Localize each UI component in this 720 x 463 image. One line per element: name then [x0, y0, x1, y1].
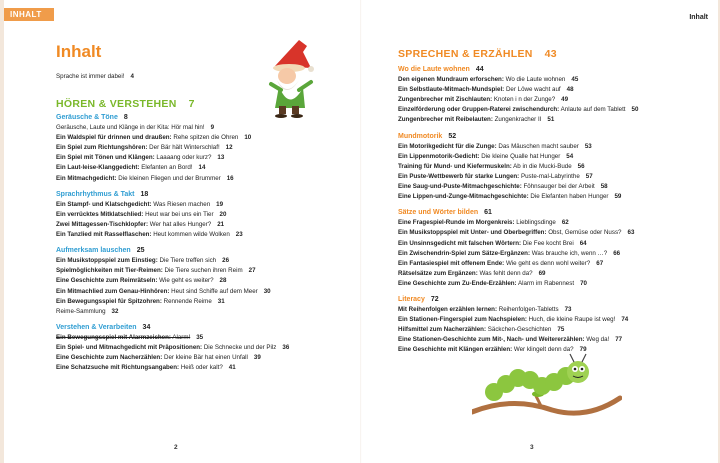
toc-entry[interactable]: Spielmöglichkeiten mit Tier-Reimen: Die Tiere suchen ihren Reim 27: [56, 267, 256, 275]
section-heading[interactable]: Geräusche & Töne 8: [56, 114, 128, 121]
toc-entry[interactable]: Ein Motorikgedicht für die Zunge: Das Mäuschen macht sauber 53: [398, 142, 592, 150]
chapter-heading[interactable]: HÖREN & VERSTEHEN 7: [56, 98, 195, 110]
caterpillar-illustration: [472, 352, 622, 424]
left-toc: [56, 113, 289, 373]
toc-entry[interactable]: Ein Stationen-Fingerspiel zum Nachspielen: Huch, die kleine Raupe ist weg! 74: [398, 316, 629, 324]
section-heading[interactable]: Mundmotorik 52: [398, 132, 457, 140]
toc-entry[interactable]: Eine Geschichte zum Nacherzählen: Der kleine Bär hat einen Unfall 39: [56, 354, 261, 362]
toc-entry[interactable]: Ein Puste-Wettbewerb für starke Lungen: Puste-mal-Labyrinthe 57: [398, 172, 593, 180]
toc-entry[interactable]: Eine Geschichte mit Klängen erzählen: Wer klingelt denn da? 79: [398, 346, 587, 354]
section-heading[interactable]: Verstehen & Verarbeiten 34: [56, 323, 151, 331]
toc-entry[interactable]: Ein Bewegungsspiel mit Alarmzeichen: Alarm! 35: [56, 333, 204, 341]
toc-entry[interactable]: Zungenbrecher mit Zischlauten: Knoten i n der Zunge? 49: [398, 96, 569, 104]
toc-entry[interactable]: Mit Reihenfolgen erzählen lernen: Reihenfolgen-Tabletts 73: [398, 306, 572, 314]
toc-entry[interactable]: Hilfsmittel zum Nacherzählen: Säckchen-Geschichten 75: [398, 326, 565, 334]
toc-entry[interactable]: Ein Mitmachlied zum Genau-Hinhören: Heut sind Schiffe auf dem Meer 30: [56, 287, 271, 295]
page-number: 3: [530, 444, 534, 451]
toc-entry[interactable]: Ein Mitmachgedicht: Die kleinen Fliegen und der Brummer 16: [56, 174, 234, 182]
toc-entry[interactable]: Ein Bewegungsspiel für Spitzohren: Rennende Reime 31: [56, 297, 225, 305]
chapter-heading[interactable]: SPRECHEN & ERZÄHLEN 43: [398, 48, 557, 60]
running-head: Inhalt: [689, 14, 708, 21]
toc-entry[interactable]: Eine Saug-und-Puste-Mitmachgeschichte: Föhnsauger bei der Arbeit 58: [398, 183, 608, 191]
toc-entry[interactable]: Reime-Sammlung 32: [56, 307, 119, 315]
section-heading[interactable]: Literacy 72: [398, 295, 439, 303]
toc-entry[interactable]: Ein Zwischendrin-Spiel zum Sätze-Ergänzen: Was brauche ich, wenn …? 66: [398, 249, 621, 257]
toc-entry[interactable]: Zwei Mittagessen-Tischklopfer: Wer hat alles Hunger? 21: [56, 220, 225, 228]
toc-entry[interactable]: Ein Musikstoppspiel mit Unter- und Oberbegriffen: Obst, Gemüse oder Nuss? 63: [398, 229, 635, 237]
toc-entry[interactable]: Geräusche, Laute und Klänge in der Kita: Hör mal hin! 9: [56, 124, 215, 132]
toc-entry[interactable]: Ein Unsinnsgedicht mit falschen Wörtern: Die Fee kocht Brei 64: [398, 239, 587, 247]
section-heading[interactable]: Aufmerksam lauschen 25: [56, 247, 145, 255]
toc-entry[interactable]: Ein Spiel mit Tönen und Klängen: Laaaang oder kurz? 13: [56, 154, 225, 162]
toc-entry[interactable]: Eine Geschichte zum Reimrätseln: Wie geht es weiter? 28: [56, 277, 227, 285]
toc-entry[interactable]: Ein Selbstlaute-Mitmach-Mundspiel: Der Löwe wacht auf 48: [398, 86, 574, 94]
right-toc: [398, 65, 638, 356]
section-heading[interactable]: Sprachrhythmus & Takt 18: [56, 190, 149, 198]
gnome-illustration: [259, 38, 323, 118]
toc-entry[interactable]: Eine Geschichte zum Zu-Ende-Erzählen: Alarm im Rabennest 70: [398, 279, 587, 287]
toc-entry[interactable]: Ein Musikstoppspiel zum Einstieg: Die Tiere treffen sich 26: [56, 257, 230, 265]
toc-entry[interactable]: Ein Waldspiel für drinnen und draußen: Rehe spitzen die Ohren 10: [56, 134, 252, 142]
toc-entry[interactable]: Training für Mund- und Kiefermuskeln: Ab in die Mucki-Bude 56: [398, 162, 585, 170]
section-heading[interactable]: Wo die Laute wohnen 44: [398, 66, 484, 73]
section-heading[interactable]: Sätze und Wörter bilden 61: [398, 209, 492, 217]
toc-entry[interactable]: Ein Spiel zum Richtungshören: Der Bär hält Winterschlaf! 12: [56, 144, 233, 152]
toc-entry[interactable]: Ein Spiel- und Mitmachgedicht mit Präpositionen: Die Schnecke und der Pilz 36: [56, 343, 290, 351]
intro-entry[interactable]: Sprache ist immer dabei! 4: [56, 73, 134, 80]
toc-entry[interactable]: Eine Lippen-und-Zunge-Mitmachgeschichte: Die Elefanten haben Hunger 59: [398, 193, 622, 201]
toc-entry[interactable]: Ein Fantasiespiel mit offenem Ende: Wie geht es denn wohl weiter? 67: [398, 259, 604, 267]
toc-entry[interactable]: Rätselsätze zum Ergänzen: Was fehlt denn da? 69: [398, 269, 546, 277]
toc-entry[interactable]: Ein Tanzlied mit Rasselflaschen: Heut kommen wilde Wolken 23: [56, 231, 243, 239]
left-page: [4, 0, 360, 463]
page-number: 2: [174, 444, 178, 451]
toc-entry[interactable]: Ein Stampf- und Klatschgedicht: Was Riesen machen 19: [56, 200, 224, 208]
toc-entry[interactable]: Eine Fragespiel-Runde im Morgenkreis: Lieblingsdinge 62: [398, 219, 569, 227]
toc-entry[interactable]: Zungenbrecher mit Reibelauten: Zungenkracher II 51: [398, 116, 555, 124]
toc-entry[interactable]: Ein Lippenmotorik-Gedicht: Die kleine Qualle hat Hunger 54: [398, 152, 574, 160]
page-title: Inhalt: [56, 42, 102, 61]
inhalt-tab: INHALT: [4, 8, 54, 21]
toc-entry[interactable]: Einzelförderung oder Gruppen-Raterei zwischendurch: Anlaute auf dem Tablett 50: [398, 106, 639, 114]
toc-entry[interactable]: Eine Stationen-Geschichte zum Mit-, Nach- und Weitererzählen: Weg da! 77: [398, 336, 623, 344]
toc-entry[interactable]: Ein verrücktes Mitklatschlied: Heut war bei uns ein Tier 20: [56, 210, 227, 218]
right-page: [362, 0, 718, 463]
toc-entry[interactable]: Eine Schatzsuche mit Richtungsangaben: Heiß oder kalt? 41: [56, 364, 236, 372]
toc-entry[interactable]: Ein Laut-leise-Klanggedicht: Elefanten an Bord! 14: [56, 164, 206, 172]
toc-entry[interactable]: Den eigenen Mundraum erforschen: Wo die Laute wohnen 45: [398, 76, 579, 84]
